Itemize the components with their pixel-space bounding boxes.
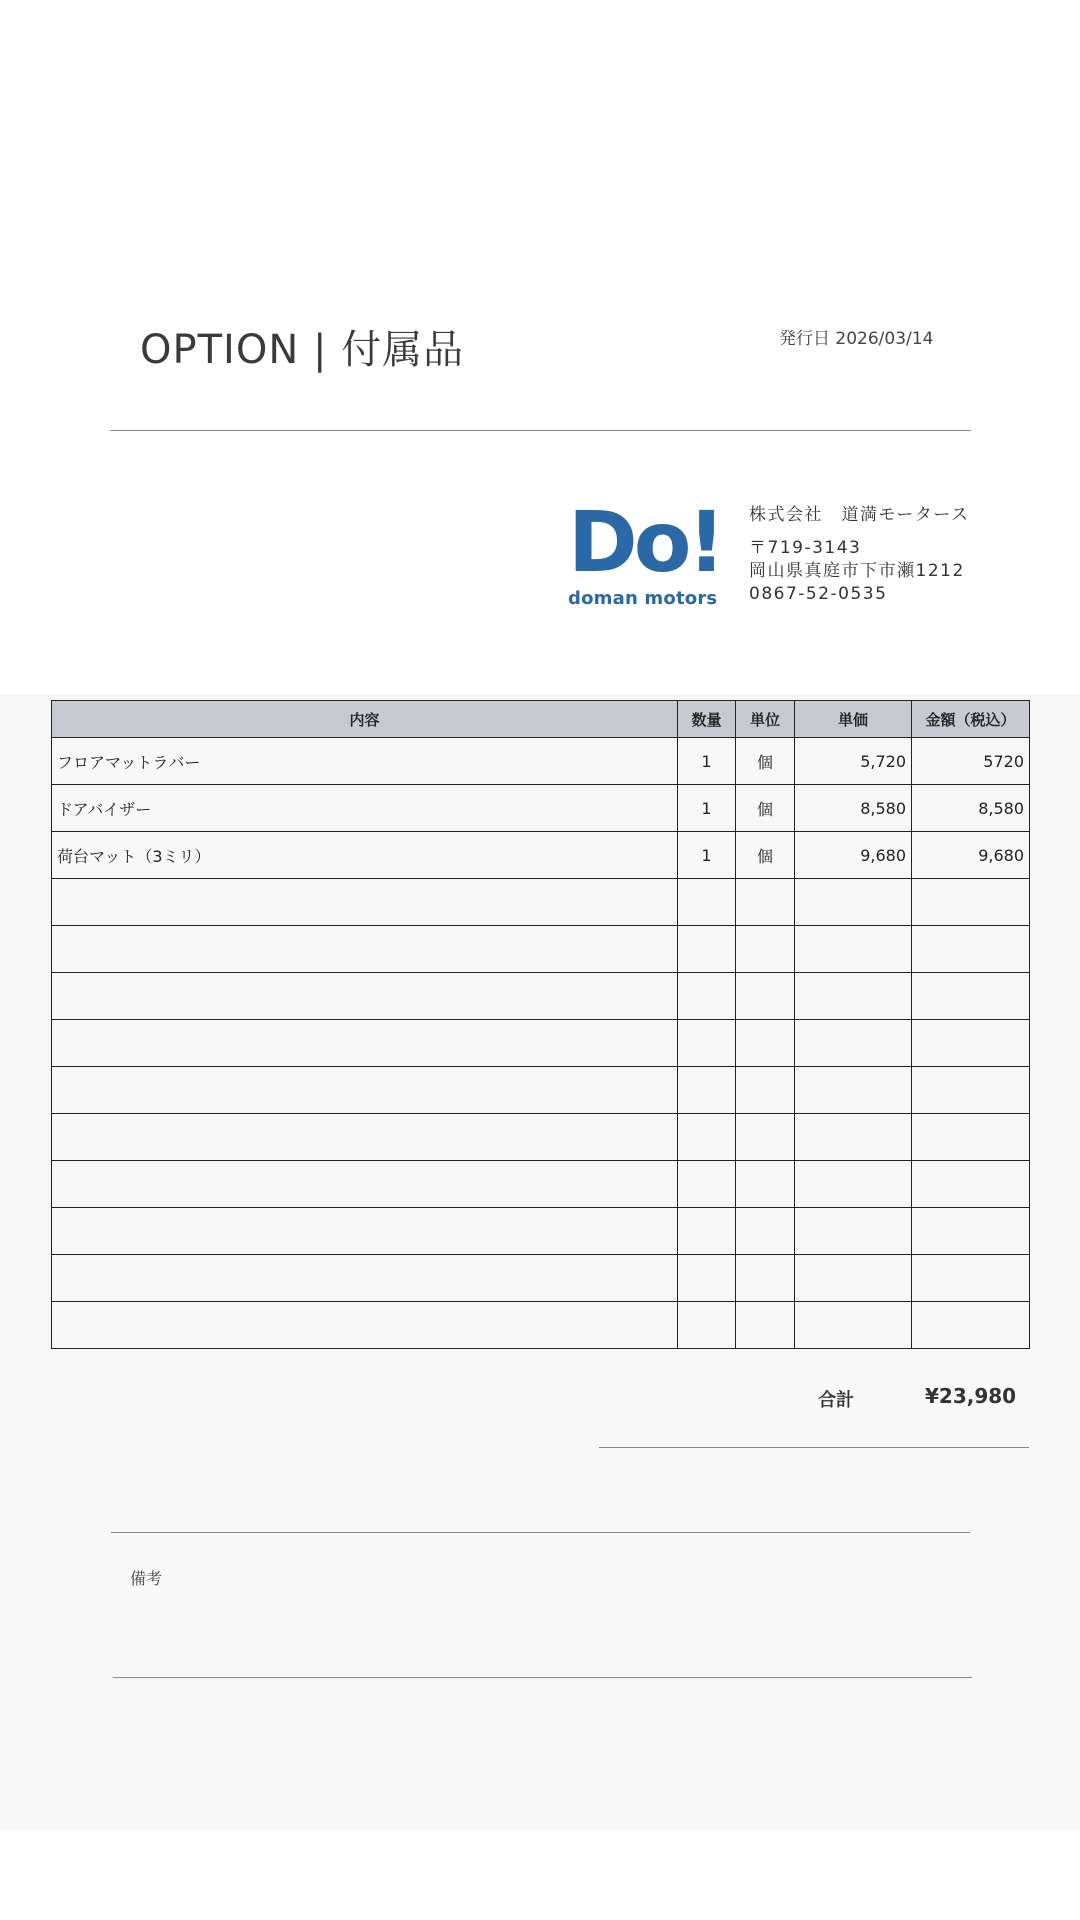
cell-quantity	[678, 879, 736, 926]
cell-description	[52, 1302, 678, 1349]
table-row	[52, 738, 1030, 785]
table-row	[52, 1067, 1030, 1114]
cell-amount	[912, 1067, 1030, 1114]
cell-quantity: 1	[678, 785, 736, 832]
total-label: 合計	[818, 1390, 854, 1411]
cell-quantity	[678, 1020, 736, 1067]
cell-quantity	[678, 926, 736, 973]
cell-unit-price	[795, 1302, 912, 1349]
cell-description: 荷台マット（3ミリ）	[52, 832, 678, 879]
company-logo	[568, 493, 722, 610]
cell-unit	[736, 973, 795, 1020]
total-underline	[599, 1447, 1029, 1448]
cell-amount	[912, 1208, 1030, 1255]
page-title: OPTION | 付属品	[140, 327, 465, 373]
logo-subtitle: doman motors	[568, 588, 718, 609]
cell-amount	[912, 1020, 1030, 1067]
header-unit-price: 単価	[795, 701, 912, 738]
cell-amount	[912, 879, 1030, 926]
cell-amount	[912, 926, 1030, 973]
issue-date: 発行日 2026/03/14	[779, 329, 934, 349]
remarks-label: 備考	[130, 1569, 163, 1588]
company-address: 岡山県真庭市下市瀬1212	[749, 561, 965, 581]
cell-unit-price	[795, 1114, 912, 1161]
header-quantity: 数量	[678, 701, 736, 738]
table-row	[52, 1208, 1030, 1255]
table-row	[52, 1161, 1030, 1208]
cell-quantity: 1	[678, 832, 736, 879]
cell-quantity	[678, 1067, 736, 1114]
cell-unit	[736, 879, 795, 926]
total-amount: ¥23,980	[925, 1384, 1017, 1408]
table-row	[52, 879, 1030, 926]
remarks-bottom-divider	[113, 1677, 972, 1678]
table-row	[52, 1302, 1030, 1349]
cell-unit: 個	[736, 785, 795, 832]
cell-quantity: 1	[678, 738, 736, 785]
cell-unit	[736, 926, 795, 973]
cell-unit: 個	[736, 832, 795, 879]
cell-description	[52, 926, 678, 973]
cell-unit	[736, 1255, 795, 1302]
cell-unit-price: 5,720	[795, 738, 912, 785]
table-row	[52, 785, 1030, 832]
header-divider	[110, 430, 971, 431]
cell-amount	[912, 973, 1030, 1020]
company-postal: 〒719-3143	[749, 538, 862, 558]
cell-unit-price	[795, 879, 912, 926]
cell-unit: 個	[736, 738, 795, 785]
cell-unit-price	[795, 1161, 912, 1208]
cell-unit-price	[795, 1255, 912, 1302]
header-description: 内容	[52, 701, 678, 738]
items-table	[51, 700, 1030, 1349]
cell-unit	[736, 1161, 795, 1208]
table-body	[52, 738, 1030, 1349]
cell-amount: 9,680	[912, 832, 1030, 879]
cell-unit	[736, 1020, 795, 1067]
company-name: 株式会社 道満モータース	[749, 505, 970, 525]
company-phone: 0867-52-0535	[749, 584, 888, 604]
company-info	[749, 504, 969, 606]
cell-description: フロアマットラバー	[52, 738, 678, 785]
cell-unit-price	[795, 1020, 912, 1067]
cell-description	[52, 1067, 678, 1114]
cell-amount	[912, 1302, 1030, 1349]
cell-unit-price	[795, 973, 912, 1020]
cell-unit-price	[795, 926, 912, 973]
cell-description	[52, 1020, 678, 1067]
header-unit: 単位	[736, 701, 795, 738]
table-row	[52, 926, 1030, 973]
remarks-top-divider	[111, 1532, 970, 1533]
cell-unit-price: 9,680	[795, 832, 912, 879]
cell-description	[52, 1255, 678, 1302]
header-amount: 金額（税込）	[912, 701, 1030, 738]
cell-unit-price	[795, 1208, 912, 1255]
cell-quantity	[678, 973, 736, 1020]
cell-description	[52, 973, 678, 1020]
cell-description: ドアバイザー	[52, 785, 678, 832]
logo-mark: Do!	[568, 493, 722, 591]
cell-description	[52, 1161, 678, 1208]
cell-unit	[736, 1114, 795, 1161]
cell-unit	[736, 1208, 795, 1255]
table-row	[52, 973, 1030, 1020]
table-row	[52, 832, 1030, 879]
table-row	[52, 1020, 1030, 1067]
cell-unit-price	[795, 1067, 912, 1114]
cell-amount: 5720	[912, 738, 1030, 785]
cell-quantity	[678, 1114, 736, 1161]
table-header-row	[52, 701, 1030, 738]
cell-amount	[912, 1255, 1030, 1302]
table-row	[52, 1114, 1030, 1161]
cell-unit	[736, 1302, 795, 1349]
cell-quantity	[678, 1255, 736, 1302]
table-row	[52, 1255, 1030, 1302]
cell-quantity	[678, 1208, 736, 1255]
cell-amount	[912, 1114, 1030, 1161]
cell-description	[52, 1114, 678, 1161]
cell-amount	[912, 1161, 1030, 1208]
cell-quantity	[678, 1302, 736, 1349]
cell-amount: 8,580	[912, 785, 1030, 832]
cell-description	[52, 1208, 678, 1255]
cell-quantity	[678, 1161, 736, 1208]
cell-description	[52, 879, 678, 926]
cell-unit-price: 8,580	[795, 785, 912, 832]
cell-unit	[736, 1067, 795, 1114]
